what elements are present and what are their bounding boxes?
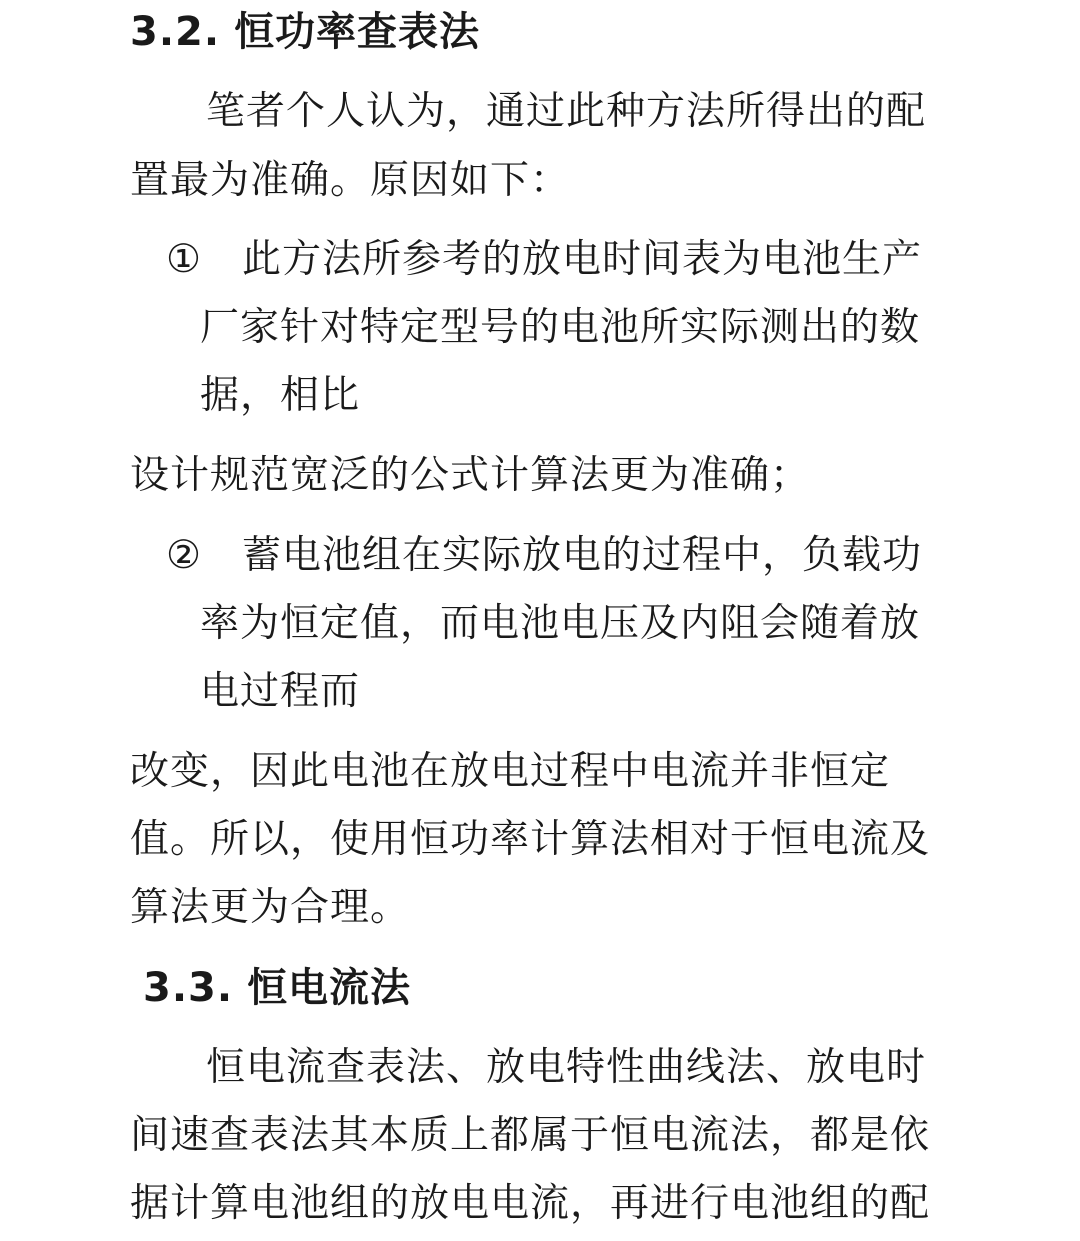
reason-1-line-2: 厂家针对特定型号的电池所实际测出的数 (200, 305, 921, 350)
section-3-2-number: 3.2. (130, 9, 221, 55)
section-3-3-body-line-2: 间速查表法其本质上都属于恒电流法，都是依 (130, 1113, 931, 1158)
reason-2-line-3: 电过程而 (200, 669, 361, 714)
reason-2-continuation-1: 改变，因此电池在放电过程中电流并非恒定 (130, 749, 891, 794)
reason-2-continuation-2: 值。所以，使用恒功率计算法相对于恒电流及 (130, 817, 931, 862)
reason-2-marker: ② (166, 533, 202, 578)
section-3-2-heading (130, 8, 480, 56)
section-3-3-body-line-1: 恒电流查表法、放电特性曲线法、放电时 (206, 1045, 927, 1090)
section-3-2-title: 恒功率查表法 (234, 9, 481, 55)
section-3-3-title: 恒电流法 (247, 965, 412, 1011)
section-3-3-number: 3.3. (143, 965, 234, 1011)
section-3-3-body-line-3: 据计算电池组的放电电流，再进行电池组的配 (130, 1181, 931, 1226)
intro-line-1: 笔者个人认为，通过此种方法所得出的配 (206, 89, 927, 134)
reason-1-line-3: 据，相比 (200, 373, 361, 418)
section-3-3-heading (143, 964, 411, 1012)
reason-1-marker: ① (166, 237, 202, 282)
reason-2-continuation-3: 算法更为合理。 (130, 885, 411, 930)
intro-line-2: 置最为准确。原因如下： (130, 158, 571, 203)
reason-1-text-1: 此方法所参考的放电时间表为电池生产 (242, 237, 923, 282)
reason-2-text-1: 蓄电池组在实际放电的过程中，负载功 (242, 533, 923, 578)
reason-2-line-2: 率为恒定值，而电池电压及内阻会随着放 (200, 601, 921, 646)
reason-1-line-1 (166, 236, 922, 284)
reason-2-line-1 (166, 532, 922, 580)
reason-1-continuation: 设计规范宽泛的公式计算法更为准确； (130, 453, 811, 498)
